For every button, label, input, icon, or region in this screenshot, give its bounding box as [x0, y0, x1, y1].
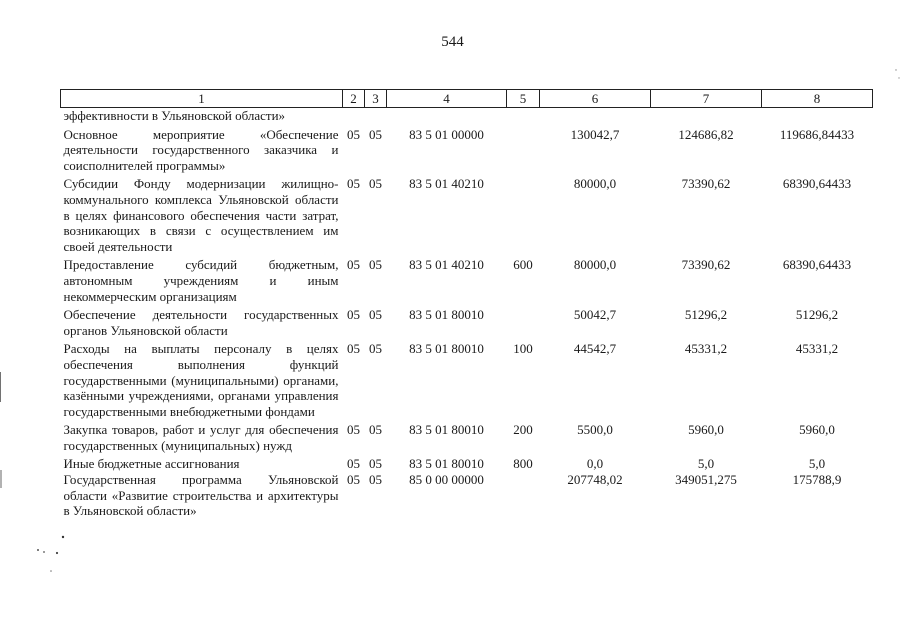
header-row [61, 90, 873, 108]
cell-target-code: 83 5 01 80010 [409, 456, 484, 472]
cell-section: 05 [347, 176, 360, 192]
cell-amount-8 [762, 108, 873, 124]
cell-amount-6: 5500,0 [577, 422, 613, 438]
column-header-6: 6 [540, 90, 651, 108]
cell-target-code [387, 108, 507, 124]
cell-expense-type [507, 472, 540, 519]
cell-amount-8: 45331,2 [795, 341, 839, 357]
cell-target-code: 83 5 01 40210 [409, 257, 484, 273]
cell-section: 05 [347, 341, 360, 357]
cell-subsection: 05 [369, 472, 382, 488]
cell-expense-type: 800 [513, 456, 533, 472]
cell-section: 05 [347, 472, 360, 488]
cell-amount-7: 5960,0 [688, 422, 724, 438]
budget-table [60, 89, 873, 519]
column-header-1: 1 [61, 90, 343, 108]
row-name: Государственная программа Ульяновской области «Развитие строительства и архитектуры в Ульяновской области» [63, 472, 339, 519]
cell-amount-8: 119686,84433 [779, 126, 855, 142]
cell-section: 05 [347, 126, 360, 142]
cell-amount-8: 51296,2 [795, 307, 839, 323]
table-row [61, 456, 873, 472]
cell-target-code: 83 5 01 00000 [409, 126, 484, 142]
table-row [61, 422, 873, 453]
row-name: Расходы на выплаты персоналу в целях обеспечения выполнения функций государственными (муниципальными) органами, казёнными учреждениями, органами управления государственными внебюджетными фондами [63, 341, 339, 419]
cell-subsection: 05 [369, 422, 382, 438]
column-header-7: 7 [651, 90, 762, 108]
cell-amount-6: 130042,7 [570, 126, 620, 142]
cell-subsection: 05 [369, 456, 382, 472]
cell-expense-type [507, 176, 540, 254]
table-row [61, 176, 873, 254]
column-header-4: 4 [387, 90, 507, 108]
cell-expense-type: 100 [513, 341, 533, 357]
cell-expense-type [507, 127, 540, 174]
cell-amount-7: 349051,275 [675, 472, 737, 488]
row-name: Закупка товаров, работ и услуг для обеспечения государственных (муниципальных) нужд [63, 422, 339, 453]
column-header-5: 5 [507, 90, 540, 108]
cell-target-code: 83 5 01 80010 [409, 307, 484, 323]
cell-expense-type [507, 108, 540, 124]
cell-section: 05 [347, 307, 360, 323]
cell-amount-8: 5960,0 [799, 422, 835, 438]
cell-section [343, 108, 365, 124]
cell-target-code: 85 0 00 00000 [409, 472, 484, 488]
column-header-3: 3 [365, 90, 387, 108]
table-body [61, 108, 873, 519]
cell-target-code: 83 5 01 40210 [409, 176, 484, 192]
cell-target-code: 83 5 01 80010 [409, 422, 484, 438]
row-name: Основное мероприятие «Обеспечение деятельности государственного заказчика и соисполнителей программы» [63, 126, 339, 173]
cell-amount-7: 45331,2 [684, 341, 728, 357]
column-header-2: 2 [343, 90, 365, 108]
page-number: 544 [441, 34, 464, 50]
cell-subsection: 05 [369, 307, 382, 323]
cell-amount-8: 5,0 [808, 456, 826, 472]
cell-amount-8: 175788,9 [792, 472, 842, 488]
cell-subsection: 05 [369, 126, 382, 142]
cell-amount-6: 0,0 [586, 456, 604, 472]
row-name: Субсидии Фонду модернизации жилищно-коммунального комплекса Ульяновской области в целях финансового обеспечения части затрат, возникающих в связи с осуществлением им своей деятельности [63, 176, 339, 254]
cell-subsection [365, 108, 387, 124]
table-row [61, 472, 873, 519]
cell-amount-6 [540, 108, 651, 124]
cell-subsection: 05 [369, 176, 382, 192]
cell-amount-6: 50042,7 [573, 307, 617, 323]
cell-expense-type: 600 [513, 257, 533, 273]
row-name: Иные бюджетные ассигнования [63, 456, 240, 472]
cell-amount-6: 80000,0 [573, 176, 617, 192]
table-row [61, 307, 873, 338]
cell-amount-6: 80000,0 [573, 257, 617, 273]
column-header-8: 8 [762, 90, 873, 108]
cell-section: 05 [347, 456, 360, 472]
table-row [61, 127, 873, 174]
row-name: Предоставление субсидий бюджетным, автономным учреждениям и иным некоммерческим организациям [63, 257, 339, 304]
cell-subsection: 05 [369, 257, 382, 273]
cell-subsection: 05 [369, 341, 382, 357]
cell-expense-type [507, 307, 540, 338]
cell-amount-7: 124686,82 [678, 126, 734, 142]
cell-amount-7 [651, 108, 762, 124]
cell-amount-6: 44542,7 [573, 341, 617, 357]
row-name: эффективности в Ульяновской области» [63, 108, 286, 123]
table-row [61, 257, 873, 304]
cell-amount-7: 51296,2 [684, 307, 728, 323]
cell-expense-type: 200 [513, 422, 533, 438]
table-row [61, 341, 873, 419]
table-row [61, 108, 873, 124]
cell-amount-7: 5,0 [697, 456, 715, 472]
table-header [61, 90, 873, 108]
cell-amount-8: 68390,64433 [782, 176, 852, 192]
row-name: Обеспечение деятельности государственных органов Ульяновской области [63, 307, 339, 338]
cell-amount-7: 73390,62 [681, 257, 731, 273]
cell-amount-6: 207748,02 [567, 472, 623, 488]
cell-section: 05 [347, 422, 360, 438]
cell-amount-7: 73390,62 [681, 176, 731, 192]
cell-amount-8: 68390,64433 [782, 257, 852, 273]
cell-target-code: 83 5 01 80010 [409, 341, 484, 357]
cell-section: 05 [347, 257, 360, 273]
